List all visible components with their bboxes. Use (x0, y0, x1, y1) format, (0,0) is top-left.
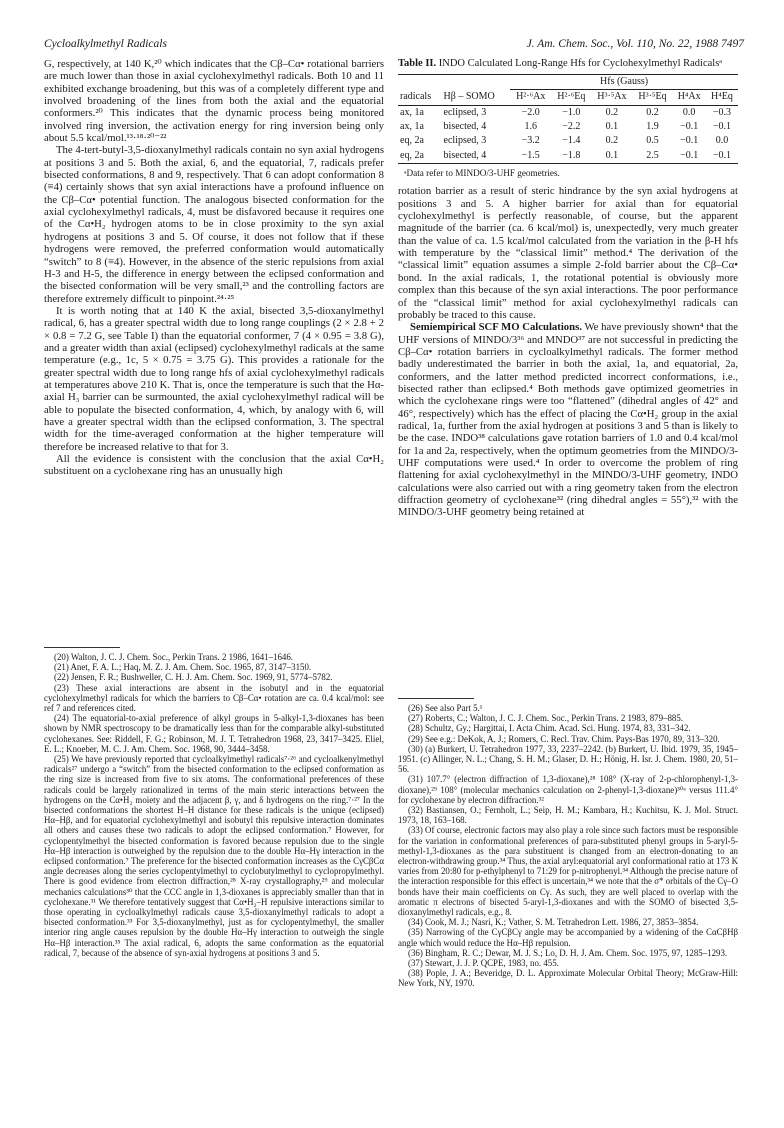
table-cell: 0.2 (646, 106, 659, 118)
footnotes-right (398, 703, 738, 989)
column-header: Hβ – SOMO (442, 90, 511, 105)
table-cell: −2.0 (521, 106, 540, 118)
footnote: (34) Cook, M. J.; Nasri, K.; Vather, S. M. Tetrahedron Lett. 1986, 27, 3853–3854. (408, 917, 699, 928)
footnote: (32) Bastiansen, O.; Fernholt, L.; Seip, H. M.; Kambara, H.; Kuchitsu, K. J. Mol. Struct. 1973, 18, 163–168. (398, 805, 738, 826)
table-cell: eq, 2a (400, 135, 424, 147)
footnote: (38) Pople, J. A.; Beveridge, D. L. Approximate Molecular Orbital Theory; McGraw-Hill: New York, NY, 1970. (398, 968, 738, 989)
table-cell: 0.1 (605, 121, 619, 133)
table-cell: −1.5 (510, 149, 551, 164)
footnote: (37) Stewart, J. J. P. QCPE, 1983, no. 455. (408, 958, 559, 969)
left-column (44, 58, 384, 478)
column-header: radicals (398, 90, 442, 105)
right-paragraph-2 (398, 321, 738, 519)
section-heading: Semiempirical SCF MO Calculations. (410, 321, 582, 334)
table-cell: 0.5 (646, 135, 659, 147)
right-column (398, 58, 738, 519)
footnotes-left (44, 652, 384, 958)
hfs-group-header: Hfs (Gauss) (510, 75, 738, 90)
table-cell: 1.9 (646, 121, 659, 133)
column-header: H³·⁵Eq (633, 90, 673, 105)
footnote-rule-left (44, 647, 120, 648)
footnote: (20) Walton, J. C. J. Chem. Soc., Perkin Trans. 2 1986, 1641–1646. (54, 652, 293, 662)
table-row (398, 105, 738, 120)
footnote: (21) Anet, F. A. L.; Haq, M. Z. J. Am. Chem. Soc. 1965, 87, 3147–3150. (54, 662, 312, 673)
left-paragraph-1: G, respectively, at 140 K,²⁰ which indicates that the Cβ–Cα• rotational barriers are much lower than those in axial cyclohexylmethyl radicals. Both 10 and 11 exhibited exchange broadening, but this was of a completely different type and involved broadening of the lines from both the axial and the equatorial conformers.²⁰ This indicates that the dynamic process being monitored involved ring inversion, the activation energy for ring inversion being only about 5.5 kcal/mol.¹³·¹⁸·²⁰⁻²² (44, 58, 384, 145)
journal-reference: J. Am. Chem. Soc., Vol. 110, No. 22, 1988 7497 (526, 38, 744, 50)
table-cell: eclipsed, 3 (443, 106, 487, 118)
left-paragraph-3: It is worth noting that at 140 K the axial, bisected 3,5-dioxanylmethyl radical, 6, has a greater spectral width due to long range couplings (2 × 2.8 + 2 × 0.8 = 7.2 G, see Table I) than the equatorial conformer, 7 (4 × 0.95 = 3.8 G), and a greater width than axial (eclipsed) cyclohexylmethyl radicals at the same temperature (e.g., 1c, 5 × 0.75 = 3.75 G). This provides a rationale for the greater spectral width due to long range hfs of axial cyclohexylmethyl radicals at temperatures above 210 K. That is, once the temperature is such that the Hα-axial H₃ barrier can be surmounted, the axial cyclohexylmethyl radical will be able to populate the bisected conformation, 4, which, by analogy with 6, will have a greater spectral width than the eclipsed conformation, 3. The spectral width for the time-averaged conformation at the higher temperature will therefore be increased relative to that for 3. (44, 304, 384, 453)
table-cell: −0.1 (712, 121, 731, 133)
hfs-table (398, 74, 738, 164)
table-cell: 2.5 (633, 149, 673, 164)
table-cell: −1.0 (562, 106, 581, 118)
running-header (44, 38, 744, 54)
table-cell: 0.2 (605, 106, 619, 118)
table-cell: eq, 2a (398, 149, 442, 164)
running-title: Cycloalkylmethyl Radicals (44, 38, 167, 50)
table-cell: 1.6 (524, 121, 537, 133)
footnote: (24) The equatorial-to-axial preference of alkyl groups in 5-alkyl-1,3-dioxanes has been shown by NMR spectroscopy to be dramatically less than for the comparable alkyl-substituted cyclohexanes. See: Riddell, F. G.; Robinson, M. J. T. Tetrahedron 1968, 23, 3417–3425. Eliel, E. L.; Knoeber, M. C. J. Am. Chem. Soc. 1968, 90, 3444–3458. (44, 713, 384, 754)
column-header: H²·⁶Eq (551, 90, 591, 105)
table-label: Table II. (398, 58, 437, 69)
table-cell: 0.1 (591, 149, 632, 164)
footnote: (22) Jensen, F. R.; Bushweller, C. H. J. Am. Chem. Soc. 1969, 91, 5774–5782. (54, 672, 333, 683)
footnote: (28) Schultz, Gy.; Hargittai, I. Acta Chim. Acad. Sci. Hung. 1974, 83, 331–342. (408, 723, 691, 734)
table-ii (398, 58, 738, 179)
footnote: (25) We have previously reported that cycloalkylmethyl radicals⁷·²⁶ and cycloalkenylmethyl radicals²⁷ undergo a “switch” from the bisected conformation to the eclipsed conformation as the ring size is increased from five to six atoms. The conformational preferences of these radicals could be largely rationalized in terms of the main steric interactions between the hydrogens on the Cα•H₂ moiety and the adjacent β, γ, and δ hydrogens on the ring.⁷·²⁷ In the bisected conformations the shortest H–H distance for these radicals is the unique (eclipsed) Hα–Hβ, and for equatorial cyclohexylmethyl and isobutyl this repulsive interaction dominates all others and causes these two radicals to adopt the eclipsed conformation.⁷ However, for cyclopentylmethyl the bisected conformation is favored because repulsion due to the single Hα–Hβ interaction is outweighed by the repulsion due to the double Hα–Hγ interaction in the eclipsed conformation.⁷ The preference for the bisected conformation increases as the CγCβCα angle decreases along the series cyclopentylmethyl to cyclobutylmethyl to cyclopropylmethyl. There is good evidence from electron diffraction,²⁸ X-ray crystallography,²⁹ and molecular mechanics calculations³⁰ that the CCC angle in 1,3-dioxanes is appreciably smaller than that in cyclohexane.³¹ We therefore tentatively suggest that Cα•H₂–H repulsive interactions similar to those operating in cycloalkylmethyl radicals cause 3,5-dioxanylmethyl radicals to adopt a bisected conformation.³³ For 3,5-dioxanylmethyl, just as for cyclopentylmethyl, the smaller interior ring angle causes repulsion by the double Hα–Hγ interaction to outweigh the single Hα–Hβ interaction.³⁵ The axial radical, 6, adopts the same conformation as the equatorial radical, 7, because of the absence of syn-axial hydrogens at positions 3 and 5. (44, 754, 384, 958)
column-header: H³·⁵Ax (591, 90, 632, 105)
column-header: H⁴Eq (706, 90, 738, 105)
footnote: (33) Of course, electronic factors may also play a role since such factors must be responsible for the variation in conformational preferences of para-substituted phenyl groups in 5-aryl-5-methyl-1,3-dioxanes as the para substituent is changed from an electron-donating to an electron-withdrawing group.³⁴ Thus, the axial aryl:equatorial aryl conformational ratio at 173 K varies from 20:80 for p-ethylphenyl to 71:29 for p-nitrophenyl.³⁴ Although the precise nature of the interaction responsible for this effect is uncertain,³⁴ we note that the σ* orbitals of the Cγ–O bonds have their main coefficients on Cγ. As such, they are well placed to overlap with the aromatic π electrons of bisected 5-aryl-1,3-dioxanes and with the SOMO of bisected 3,5-dioxanylmethyl radicals, e.g., 8. (398, 825, 738, 918)
table-cell: 0.0 (682, 106, 696, 118)
left-paragraph-4: All the evidence is consistent with the conclusion that the axial Cα•H₂ substituent on a cyclohexane ring has an unusually high (44, 453, 384, 478)
footnote: (36) Bingham, R. C.; Dewar, M. J. S.; Lo, D. H. J. Am. Chem. Soc. 1975, 97, 1285–1293. (408, 947, 728, 958)
table-cell: bisected, 4 (443, 121, 487, 133)
table-header-row (398, 90, 738, 105)
table-footnote: ᵃData refer to MINDO/3-UHF geometries. (404, 168, 560, 179)
table-row (398, 149, 738, 164)
table-cell: −0.1 (680, 121, 699, 133)
table-cell: −2.2 (562, 121, 581, 133)
right-paragraph-1: rotation barrier as a result of steric hindrance by the syn axial hydrogens at positions 3 and 5. A higher barrier for axial than for equatorial cyclohexylmethyl is perfectly reasonable, of course, but the apparent magnitude of the barrier (ca. 6 kcal/mol) is, unexpectedly, very much greater than the value of ca. 1.5 kcal/mol calculated from the variation in the β-H hfs with temperature by the “classical limit” method.⁴ The derivation of the “classical limit” equation assumes a simple 2-fold barrier about the Cβ–Cα• bond. In the axial radicals, 1, the rotational potential is obviously more complex than this because of the syn axial interactions. The poor performance of the “classical limit” method for axial cyclohexylmethyl radicals can probably be traced to this cause. (398, 185, 738, 321)
table-row (398, 120, 738, 134)
section-body: We have previously shown⁴ that the UHF versions of MINDO/3³⁶ and MNDO³⁷ are not successful in predicting the Cβ–Cα• rotation barriers in cycloalkylmethyl radicals. The former method badly underestimated the barrier in both the axial, 1a, and equatorial, 2a, conformers, and the latter method predicted incorrect conformations, i.e., bisected rather than eclipsed.⁴ Both methods gave optimized geometries in which the cyclohexane rings were too “flattened” (dihedral angles of 42° and 46°, respectively) which has the effect of placing the Cα•H₂ group in the axial radical, 1a, further from the axial hydrogen at positions 3 and 5 than is likely to be the case. INDO³⁸ calculations gave rotation barriers of 1.0 and 0.4 kcal/mol for 1a and 2a, respectively, when the optimum geometries from the MINDO/3-UHF computations were used.⁴ In order to overcome the problem of ring flattening for axial cyclohexylmethyl in the MINDO/3-UHF geometry, INDO calculations were also carried out with a ring geometry taken from the electron diffraction geometry of cyclohexane³² (ring dihedral angles = 55°),³² with the MINDO/3-UHF geometry being retained at (398, 321, 739, 519)
table-title (398, 58, 738, 70)
footnote: (31) 107.7° (electron diffraction of 1,3-dioxane),²⁸ 108° (X-ray of 2-p-chlorophenyl-1,3-dioxane),²⁹ 108° (molecular mechanics calculation on 2-phenyl-1,3-dioxane)³⁰ᵃ versus 111.4° for cyclohexane by electron diffraction.³² (398, 774, 738, 805)
table-cell: −0.1 (680, 135, 699, 147)
footnote: (26) See also Part 5.¹ (408, 703, 483, 713)
table-cell: 0.0 (715, 135, 729, 147)
table-cell: eclipsed, 3 (443, 135, 487, 147)
table-cell: −1.8 (551, 149, 591, 164)
table-caption: INDO Calculated Long-Range Hfs for Cyclohexylmethyl Radicalsᵃ (436, 58, 723, 69)
footnote: (30) (a) Burkert, U. Tetrahedron 1977, 33, 2237–2242. (b) Burkert, U. Ibid. 1979, 35, 1945–1951. (c) Allinger, N. L.; Chang, S. H. M.; Glaser, D. H.; Hönig, H. Isr. J. Chem. 1980, 20, 51–56. (398, 743, 738, 775)
table-cell: −0.3 (712, 106, 731, 118)
left-paragraph-2: The 4-tert-butyl-3,5-dioxanylmethyl radicals contain no syn axial hydrogens at positions 3 and 5. Both the axial, 6, and the equatorial, 7, radicals prefer bisected conformations, 8 and 9, respectively. That 6 can adopt conformation 8 (≡4) certainly shows that syn axial interactions have a profound influence on the Cβ–Cα• potential function. The analogous bisected conformation for the axial cyclohexylmethyl radicals, 4, must be disfavored because it requires one of the Cα•H₂ hydrogen atoms to be in close proximity to the syn axial hydrogens at positions 3 and 5. Of course, it does not follow that if these hydrogens were removed, the preferred conformation would automatically “switch” to 8 (≡4). However, in the absence of the steric repulsions from axial H-3 and H-5, the difference in energy between the eclipsed conformation and the bisected conformation will be very small,²³ and the controlling factors are therefore extremely difficult to pinpoint.²⁴·²⁵ (44, 144, 384, 305)
table-cell: −0.1 (706, 149, 738, 164)
column-header: H²·⁶Ax (510, 90, 551, 105)
table-row (398, 134, 738, 148)
table-cell: −0.1 (672, 149, 705, 164)
table-cell: −1.4 (562, 135, 581, 147)
table-cell: bisected, 4 (442, 149, 511, 164)
footnote: (29) See e.g.: DeKok, A. J.; Romers, C. Recl. Trav. Chim. Pays-Bas 1970, 89, 313–320. (408, 733, 720, 744)
footnote: (35) Narrowing of the CγCβCγ angle may be accompanied by a widening of the CαCβHβ angle which would reduce the Hα–Hβ repulsion. (398, 927, 738, 948)
column-header: H⁴Ax (672, 90, 705, 105)
footnote: (27) Roberts, C.; Walton, J. C. J. Chem. Soc., Perkin Trans. 2 1983, 879–885. (408, 713, 683, 724)
table-cell: −3.2 (521, 135, 540, 147)
table-cell: ax, 1a (400, 106, 424, 118)
table-cell: ax, 1a (400, 121, 424, 133)
table-cell: 0.2 (605, 135, 619, 147)
footnote: (23) These axial interactions are absent in the isobutyl and in the equatorial cyclohexylmethyl radicals for which the barriers to Cβ–Cα• rotation are ca. 0.4 kcal/mol: see ref 7 and references cited. (44, 682, 384, 714)
footnote-rule-right (398, 698, 474, 699)
